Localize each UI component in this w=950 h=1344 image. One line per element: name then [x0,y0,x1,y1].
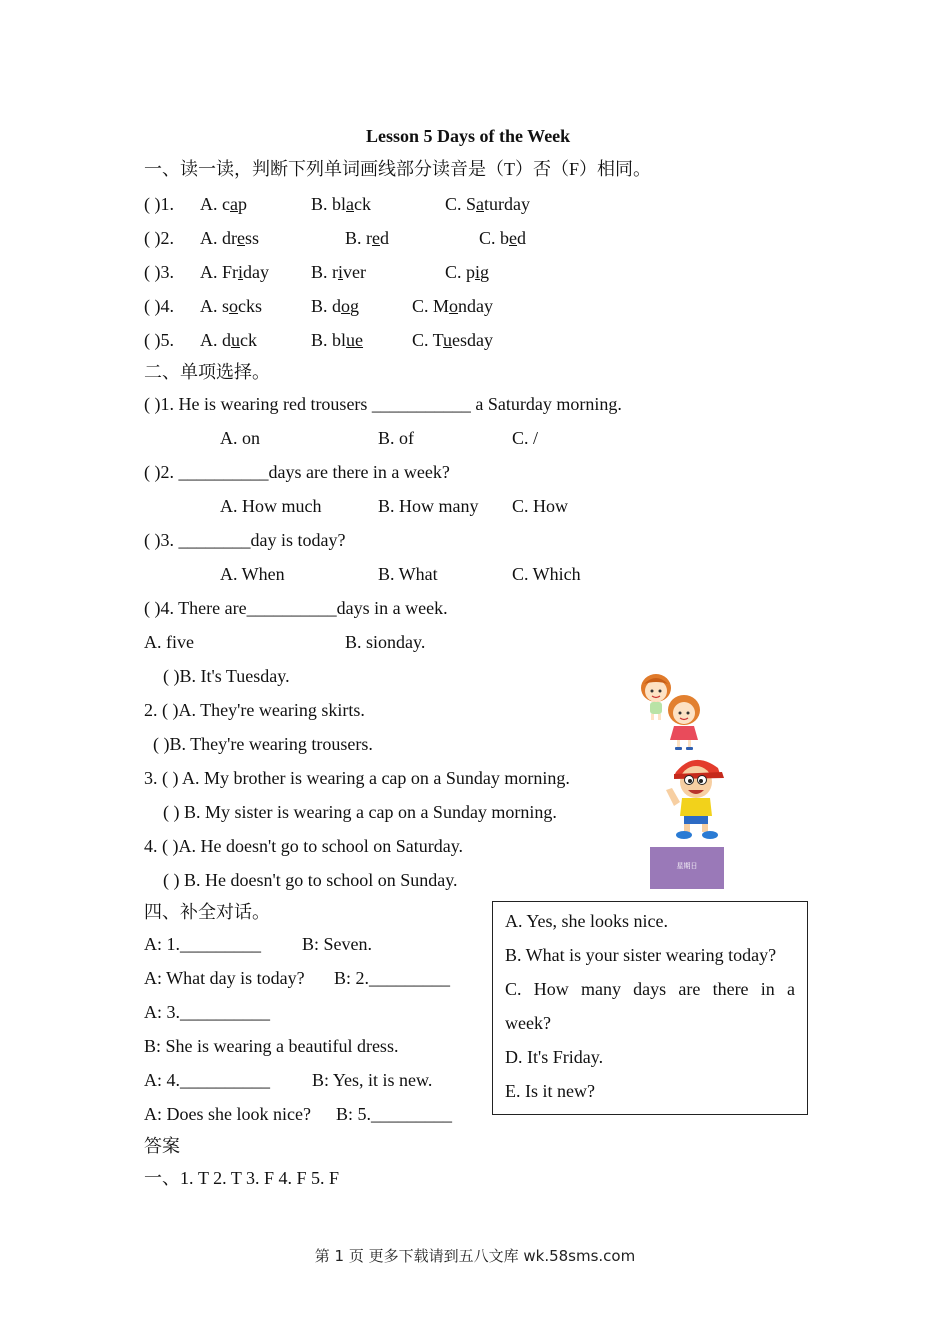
s3-line-3: ( )B. They're wearing trousers. [153,734,373,754]
s2-q3-option-b: B. What [378,564,438,584]
s1-item-5-option-b: B. blue [311,330,364,350]
s2-q1-option-b: B. of [378,428,414,448]
dialog-3: A: 3.__________ [144,1002,270,1022]
s1-item-4-option-b: B. dog [311,296,360,316]
dialog-2a: A: What day is today? [144,968,305,988]
s2-q1-option-c: C. / [512,428,539,448]
s2-q4-option-b: B. sionday. [345,632,426,652]
s1-item-3-option-c: C. pig [445,262,490,282]
s3-line-2: 2. ( )A. They're wearing skirts. [144,700,365,720]
option-a: A. Yes, she looks nice. [505,911,669,931]
s1-item-5-option-c: C. Tuesday [412,330,494,350]
s2-question-4: ( )4. There are__________days in a week. [144,598,448,618]
section2-heading: 二、单项选择。 [144,362,270,382]
s1-item-4-option-c: C. Monday [412,296,494,316]
dialog-5b: B: Yes, it is new. [312,1070,433,1090]
option-d: D. It's Friday. [505,1047,604,1067]
s1-item-4-option-a: A. socks [200,296,263,316]
s2-q3-option-a: A. When [220,564,285,584]
s1-item-2-option-c: C. bed [479,228,527,248]
boy-illustration [662,752,730,840]
s1-item-5-option-a: A. duck [200,330,257,350]
s2-q4-option-a: A. five [144,632,194,652]
s1-item-3-option-b: B. river [311,262,366,282]
s1-item-1-number: ( )1. [144,194,174,214]
page-footer: 第 1 页 更多下载请到五八文库 wk.58sms.com [314,1247,636,1265]
s3-line-4: 3. ( ) A. My brother is wearing a cap on a Sunday morning. [144,768,570,788]
section1-heading: 一、读一读，判断下列单词画线部分读音是（T）否（F）相同。 [144,159,652,179]
dialog-2b: B: 2._________ [334,968,451,988]
s3-line-7: ( ) B. He doesn't go to school on Sunday. [163,870,458,890]
option-e: E. Is it new? [505,1081,595,1101]
s2-question-3: ( )3. ________day is today? [144,530,346,550]
s3-line-6: 4. ( )A. He doesn't go to school on Saturday. [144,836,464,856]
dialog-6b: B: 5._________ [336,1104,453,1124]
option-c-line1: C. How many days are there in a [505,979,795,999]
page-title: Lesson 5 Days of the Week [366,126,571,146]
s1-item-2-option-a: A. dress [200,228,260,248]
dialog-1b: B: Seven. [302,934,372,954]
girls-illustration [636,670,708,752]
s2-question-1: ( )1. He is wearing red trousers ___________ a Saturday morning. [144,394,622,414]
dialog-6a: A: Does she look nice? [144,1104,311,1124]
s1-item-3-option-a: A. Friday [200,262,270,282]
s1-item-5-number: ( )5. [144,330,174,350]
s1-item-1-option-a: A. cap [200,194,247,214]
dialog-4: B: She is wearing a beautiful dress. [144,1036,399,1056]
options-box [492,901,808,1115]
s2-q2-option-c: C. How [512,496,569,516]
s2-q2-option-b: B. How many [378,496,479,516]
s1-item-2-number: ( )2. [144,228,174,248]
s2-q1-option-a: A. on [220,428,260,448]
dialog-5a: A: 4.__________ [144,1070,270,1090]
s3-line-5: ( ) B. My sister is wearing a cap on a Sunday morning. [163,802,557,822]
s2-question-2: ( )2. __________days are there in a week? [144,462,450,482]
section4-heading: 四、补全对话。 [144,902,270,922]
s1-item-1-option-b: B. black [311,194,372,214]
answers-heading: 答案 [144,1136,180,1156]
s1-item-4-number: ( )4. [144,296,174,316]
dialog-1a: A: 1._________ [144,934,261,954]
answers-line-1: 一、1. T 2. T 3. F 4. F 5. F [144,1168,340,1188]
option-b: B. What is your sister wearing today? [505,945,777,965]
calendar-label: 星期日 [676,862,698,870]
s1-item-2-option-b: B. red [345,228,389,248]
s1-item-1-option-c: C. Saturday [445,194,531,214]
girl-2 [668,695,700,750]
s2-q2-option-a: A. How much [220,496,322,516]
s3-line-1: ( )B. It's Tuesday. [163,666,290,686]
girl-1 [641,674,671,720]
s1-item-3-number: ( )3. [144,262,174,282]
s2-q3-option-c: C. Which [512,564,581,584]
option-c-line2: week? [505,1013,551,1033]
calendar-card [650,847,724,889]
